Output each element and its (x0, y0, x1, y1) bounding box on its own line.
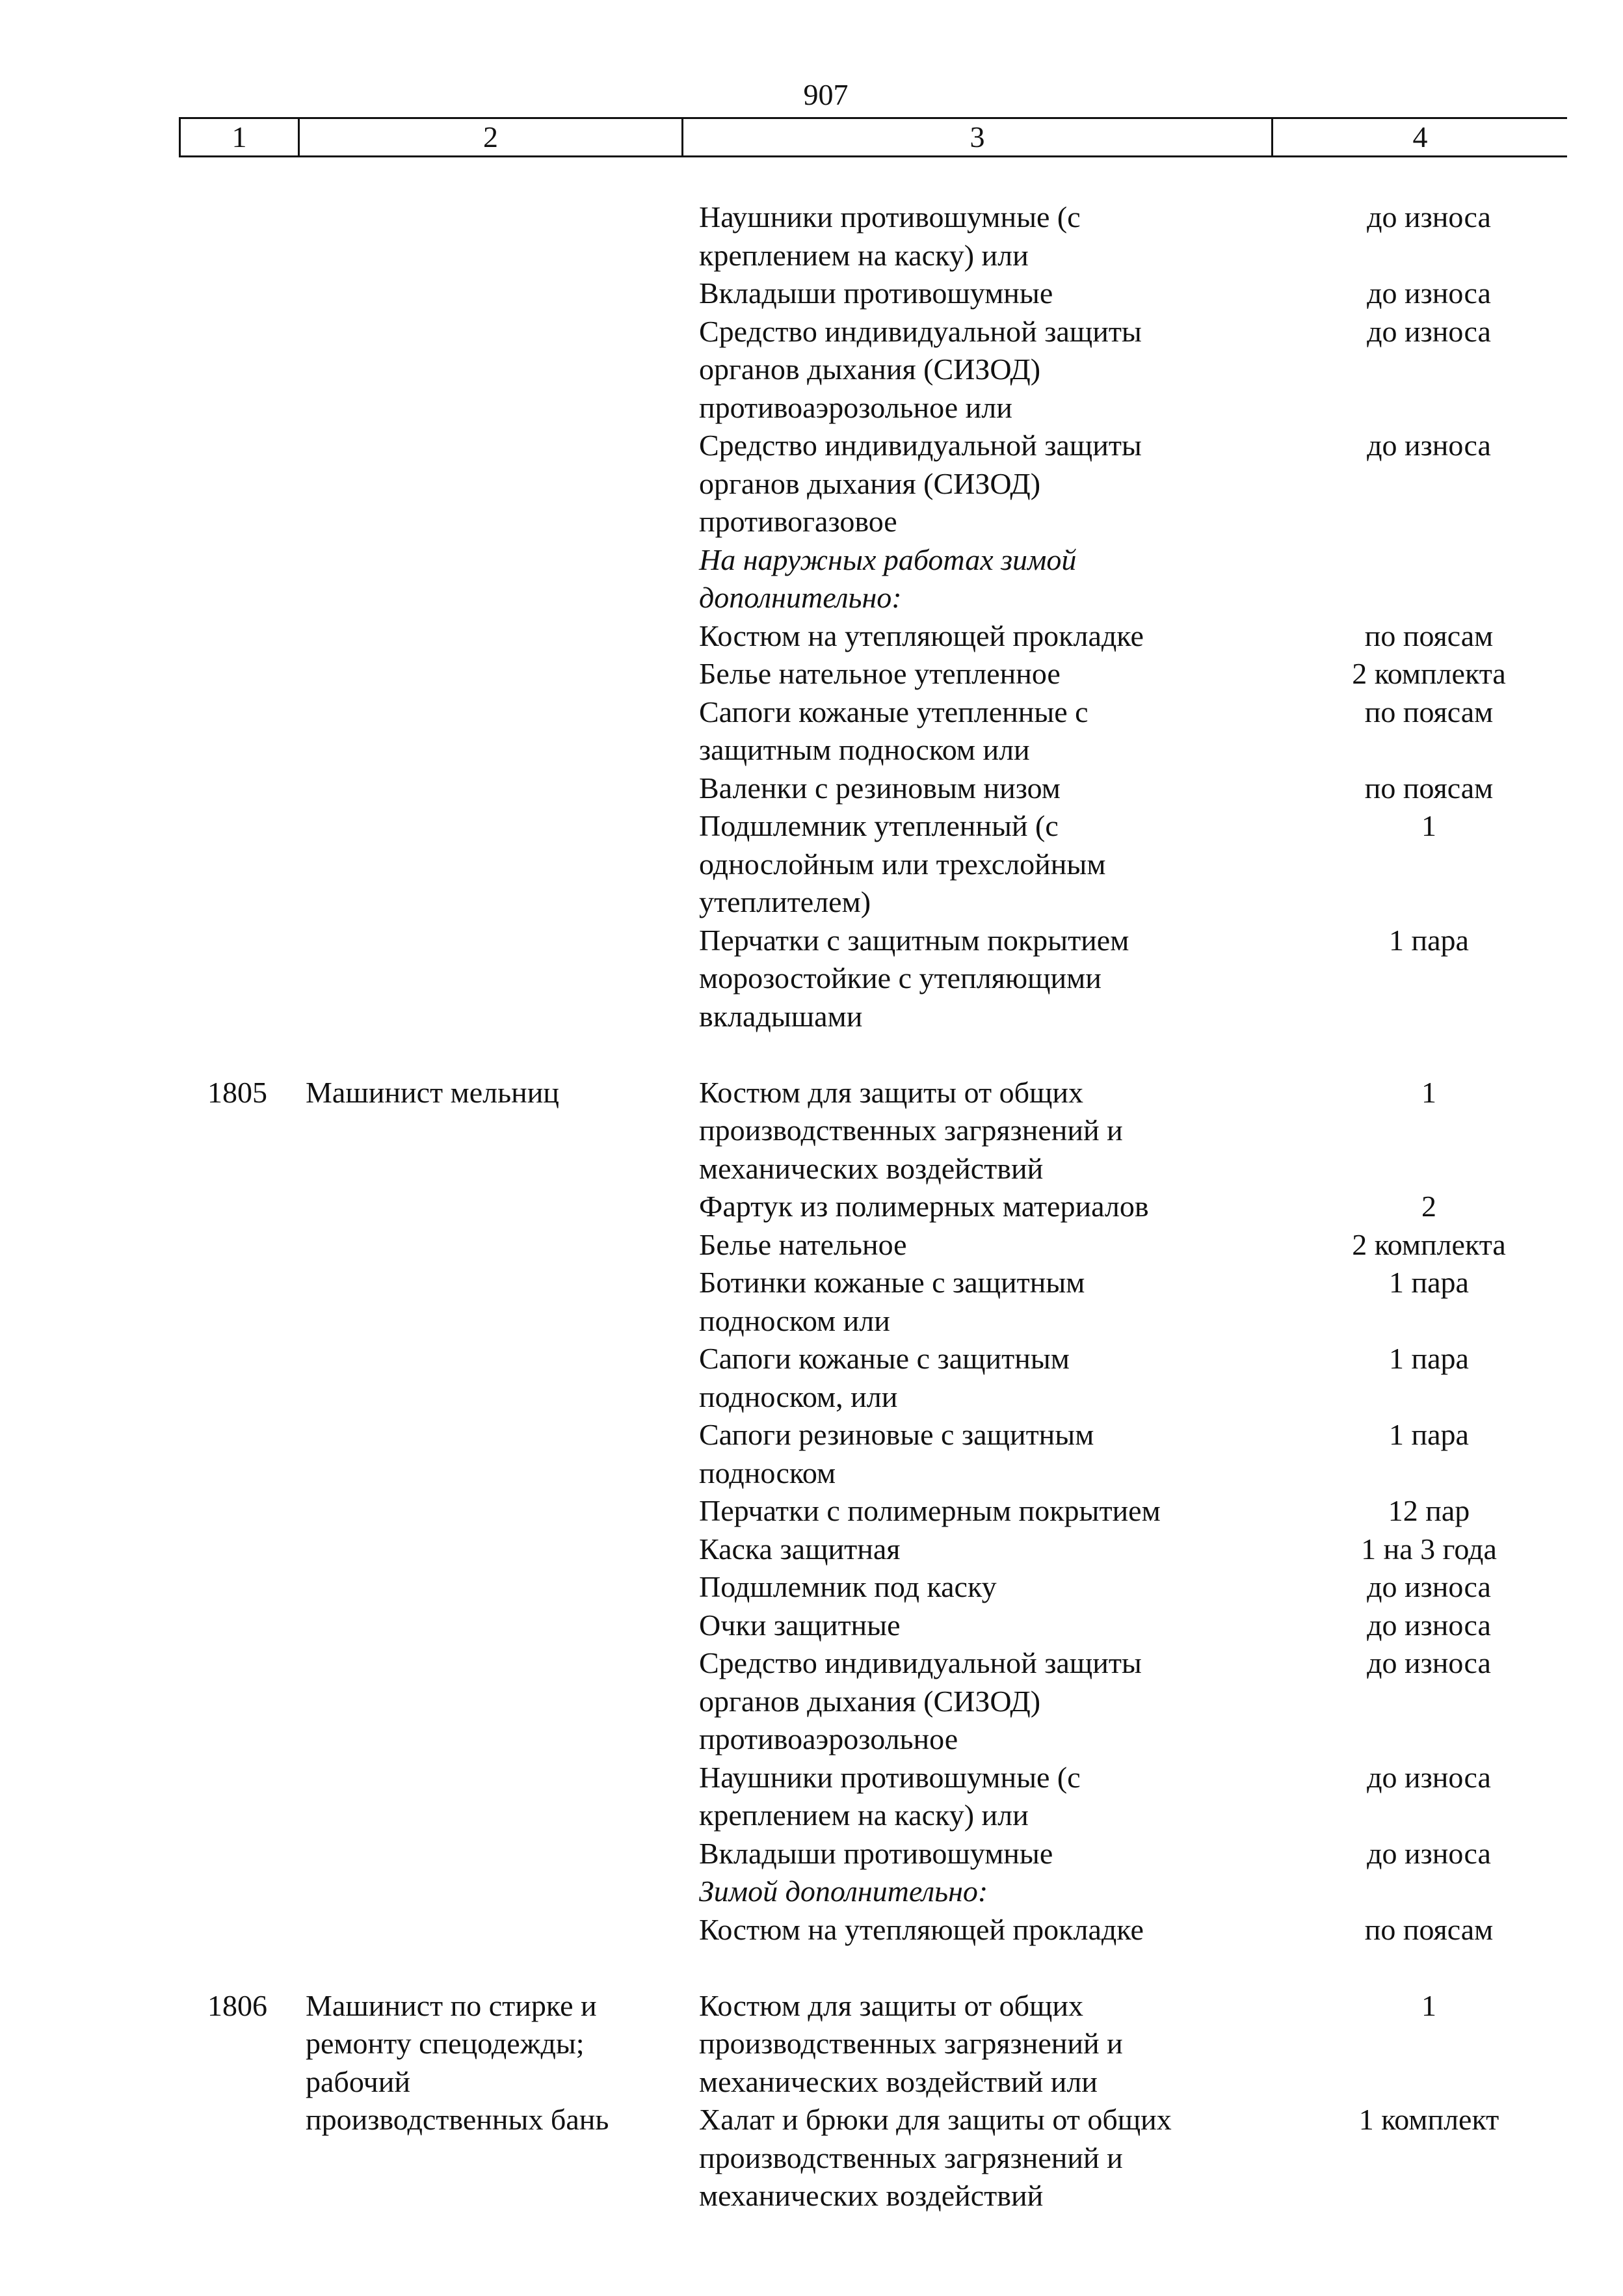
ppe-item-text: Костюм на утепляющей прокладке (699, 1912, 1144, 1946)
ppe-item-text: Наушники противошумные (с креплением на каску) или (699, 200, 1081, 272)
ppe-item-text: Перчатки с полимерным покрытием (699, 1494, 1161, 1527)
ppe-item-text: Вкладыши противошумные (699, 276, 1053, 310)
ppe-item-norm: 1 (1421, 809, 1436, 842)
ppe-item-norm: 1 пара (1389, 923, 1469, 957)
ppe-item-text: На наружных работах зимой дополнительно: (699, 542, 1077, 614)
ppe-item-norm: 2 комплекта (1352, 657, 1506, 690)
ppe-item-norm: по поясам (1364, 619, 1494, 652)
ppe-item-text: Сапоги резиновые с защитным подноском (699, 1418, 1094, 1489)
ppe-item-text: Белье нательное утепленное (699, 657, 1061, 690)
ppe-item-text: Средство индивидуальной защиты органов дыхания (СИЗОД) противоаэрозольное или (699, 314, 1142, 424)
ppe-item-norm: по поясам (1364, 1912, 1494, 1946)
ppe-item-norm: 2 комплекта (1352, 1227, 1506, 1261)
ppe-item-norm: 1 (1421, 1075, 1436, 1109)
ppe-item-norm: до износа (1367, 314, 1491, 348)
ppe-item-norm: 2 (1421, 1190, 1436, 1223)
ppe-item-norm: до износа (1367, 1760, 1491, 1794)
ppe-item-text: Костюм для защиты от общих производственных загрязнений и механических воздействий или (699, 1988, 1123, 2098)
entry-number: 1805 (207, 1075, 267, 1109)
ppe-item-norm: 1 на 3 года (1361, 1532, 1497, 1566)
ppe-item-norm: 1 пара (1389, 1342, 1469, 1375)
ppe-item-norm: 1 пара (1389, 1418, 1469, 1451)
ppe-item-text: Каска защитная (699, 1532, 901, 1566)
ppe-item-norm: 1 (1421, 1988, 1436, 2022)
ppe-item-text: Белье нательное (699, 1227, 907, 1261)
ppe-item-norm: до износа (1367, 1608, 1491, 1642)
ppe-item-text: Средство индивидуальной защиты органов дыхания (СИЗОД) противоаэрозольное (699, 1646, 1142, 1755)
column-header-3: 3 (970, 120, 985, 154)
entry-profession-name: Машинист мельниц (306, 1075, 559, 1109)
ppe-item-text: Наушники противошумные (с креплением на каску) или (699, 1760, 1081, 1832)
ppe-item-text: Сапоги кожаные с защитным подноском, или (699, 1342, 1070, 1413)
ppe-item-text: Валенки с резиновым низом (699, 771, 1061, 805)
ppe-item-text: Очки защитные (699, 1608, 901, 1642)
column-header-2: 2 (483, 120, 498, 154)
page-number: 907 (803, 78, 849, 111)
ppe-item-text: Халат и брюки для защиты от общих производственных загрязнений и механических воздействий (699, 2103, 1172, 2212)
ppe-item-norm: до износа (1367, 1646, 1491, 1679)
column-header-1: 1 (231, 120, 247, 154)
ppe-item-text: Подшлемник утепленный (с однослойным или трехслойным утеплителем) (699, 809, 1106, 918)
column-header-4: 4 (1412, 120, 1428, 154)
ppe-item-text: Зимой дополнительно: (699, 1875, 988, 1908)
ppe-item-text: Средство индивидуальной защиты органов дыхания (СИЗОД) противогазовое (699, 429, 1142, 538)
entry-profession-name: Машинист по стирке и ремонту спецодежды; рабочий производственных бань (306, 1988, 609, 2136)
ppe-item-text: Перчатки с защитным покрытием морозостойкие с утепляющими вкладышами (699, 923, 1129, 1033)
ppe-item-text: Сапоги кожаные утепленные с защитным подноском или (699, 695, 1089, 766)
ppe-item-text: Ботинки кожаные с защитным подноском или (699, 1266, 1085, 1337)
entry-number: 1806 (207, 1988, 267, 2022)
ppe-item-norm: до износа (1367, 200, 1491, 234)
ppe-item-norm: до износа (1367, 276, 1491, 310)
ppe-item-text: Подшлемник под каску (699, 1570, 997, 1603)
ppe-item-norm: до износа (1367, 1836, 1491, 1870)
ppe-item-norm: 1 пара (1389, 1266, 1469, 1299)
ppe-item-text: Костюм на утепляющей прокладке (699, 619, 1144, 652)
ppe-item-norm: по поясам (1364, 695, 1494, 728)
ppe-item-norm: 1 комплект (1358, 2103, 1499, 2136)
ppe-item-text: Костюм для защиты от общих производственных загрязнений и механических воздействий (699, 1075, 1123, 1185)
ppe-item-norm: до износа (1367, 1570, 1491, 1603)
ppe-item-text: Фартук из полимерных материалов (699, 1190, 1149, 1223)
ppe-item-norm: 12 пар (1388, 1494, 1470, 1527)
ppe-item-text: Вкладыши противошумные (699, 1836, 1053, 1870)
ppe-item-norm: по поясам (1364, 771, 1494, 805)
ppe-item-norm: до износа (1367, 429, 1491, 462)
